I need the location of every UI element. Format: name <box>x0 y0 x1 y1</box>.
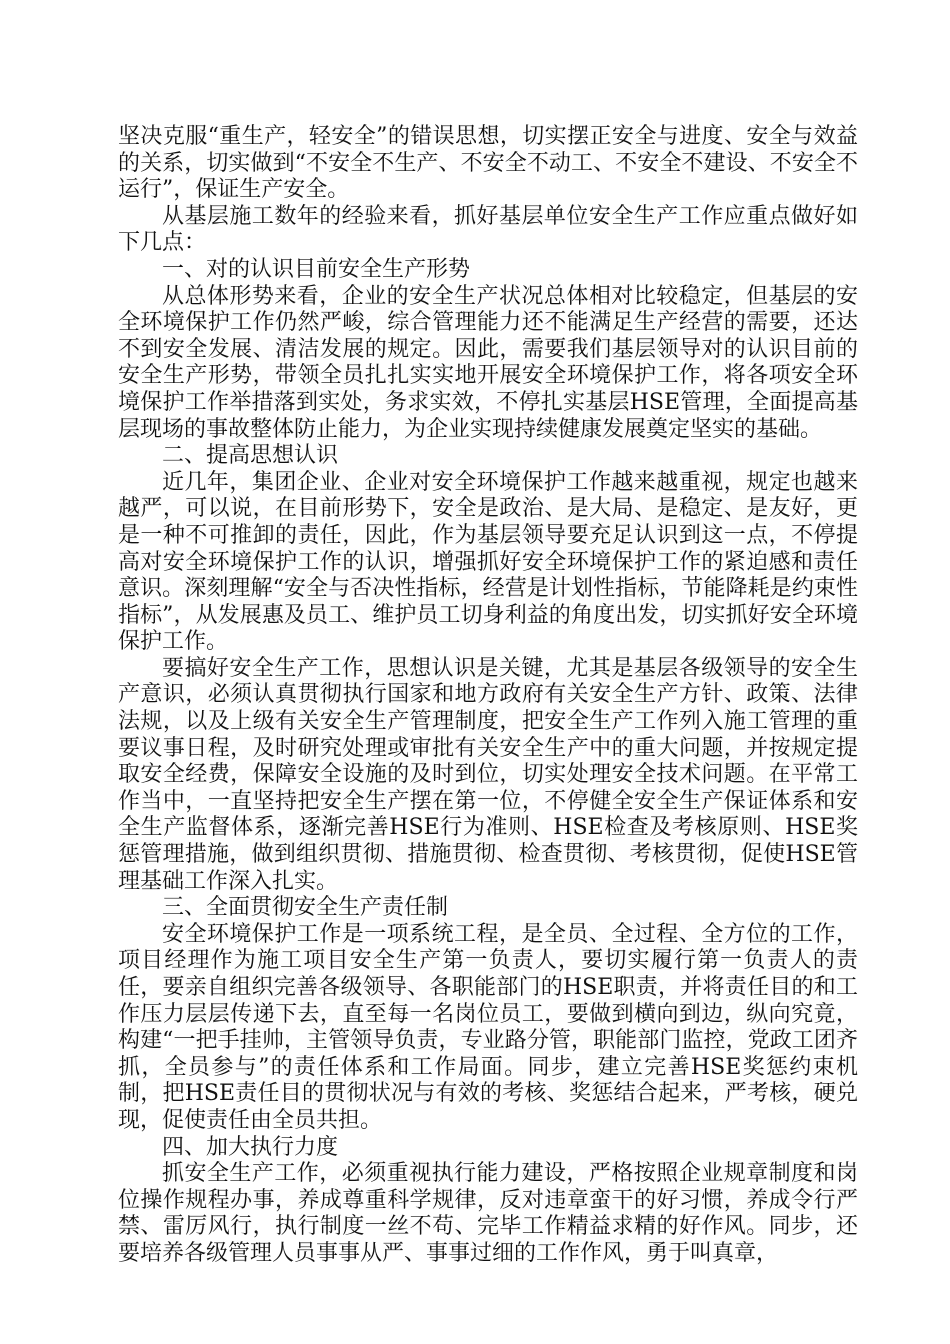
paragraph-section-1: 从总体形势来看，企业的安全生产状况总体相对比较稳定，但基层的安全环境保护工作仍然严峻，综合管理能力还不能满足生产经营的需要，还达不到安全发展、清洁发展的规定。因此，需要我们基层领导对的认识目前的安全生产形势，带领全员扎扎实实地开展安全环境保护工作，将各项安全环境保护工作举措落到实处，务求实效，不停扎实基层HSE管理，全面提高基层现场的事故整体防止能力，为企业实现持续健康发展奠定坚实的基础。 <box>118 283 858 442</box>
section-heading-3: 三、全面贯彻安全生产责任制 <box>162 895 449 921</box>
paragraph-section-2b: 要搞好安全生产工作，思想认识是关键，尤其是基层各级领导的安全生产意识，必须认真贯彻执行国家和地方政府有关安全生产方针、政策、法律法规，以及上级有关安全生产管理制度，把安全生产工作列入施工管理的重要议事日程，及时研究处理或审批有关安全生产中的重大问题，并按规定提取安全经费，保障安全设施的及时到位，切实处理安全技术问题。在平常工作当中，一直坚持把安全生产摆在第一位，不停健全安全生产保证体系和安全生产监督体系，逐渐完善HSE行为准则、HSE检查及考核原则、HSE奖惩管理措施，做到组织贯彻、措施贯彻、检查贯彻、考核贯彻，促使HSE管理基础工作深入扎实。 <box>118 655 858 894</box>
document-body <box>118 124 858 1268</box>
paragraph-section-4: 抓安全生产工作，必须重视执行能力建设，严格按照企业规章制度和岗位操作规程办事，养成尊重科学规律，反对违章蛮干的好习惯，养成令行严禁、雷厉风行，执行制度一丝不苟、完毕工作精益求精的好作风。同步，还要培养各级管理人员事事从严、事事过细的工作作风，勇于叫真章， <box>118 1161 858 1266</box>
paragraph-continued: 坚决克服“重生产，轻安全”的错误思想，切实摆正安全与进度、安全与效益的关系，切实做到“不安全不生产、不安全不动工、不安全不建设、不安全不运行”，保证生产安全。 <box>118 124 858 203</box>
section-heading-2: 二、提高思想认识 <box>162 443 339 469</box>
section-heading-4: 四、加大执行力度 <box>162 1134 339 1160</box>
paragraph-section-3: 安全环境保护工作是一项系统工程，是全员、全过程、全方位的工作，项目经理作为施工项目安全生产第一负责人，要切实履行第一负责人的责任，要亲自组织完善各级领导、各职能部门的HSE职责，并将责任目的和工作压力层层传递下去，直至每一名岗位员工，要做到横向到边，纵向究竟，构建“一把手挂帅，主管领导负责，专业路分管，职能部门监控，党政工团齐抓，全员参与”的责任体系和工作局面。同步，建立完善HSE奖惩约束机制，把HSE责任目的贯彻状况与有效的考核、奖惩结合起来，严考核，硬兑现，促使责任由全员共担。 <box>118 921 858 1133</box>
paragraph-section-2a: 近几年，集团企业、企业对安全环境保护工作越来越重视，规定也越来越严，可以说，在目前形势下，安全是政治、是大局、是稳定、是友好，更是一种不可推卸的责任，因此，作为基层领导要充足认识到这一点，不停提高对安全环境保护工作的认识，增强抓好安全环境保护工作的紧迫感和责任意识。深刻理解“安全与否决性指标，经营是计划性指标，节能降耗是约束性指标”，从发展惠及员工、维护员工切身利益的角度出发，切实抓好安全环境保护工作。 <box>118 469 858 655</box>
section-heading-1: 一、对的认识目前安全生产形势 <box>162 256 471 282</box>
paragraph-intro: 从基层施工数年的经验来看，抓好基层单位安全生产工作应重点做好如下几点： <box>118 203 858 256</box>
